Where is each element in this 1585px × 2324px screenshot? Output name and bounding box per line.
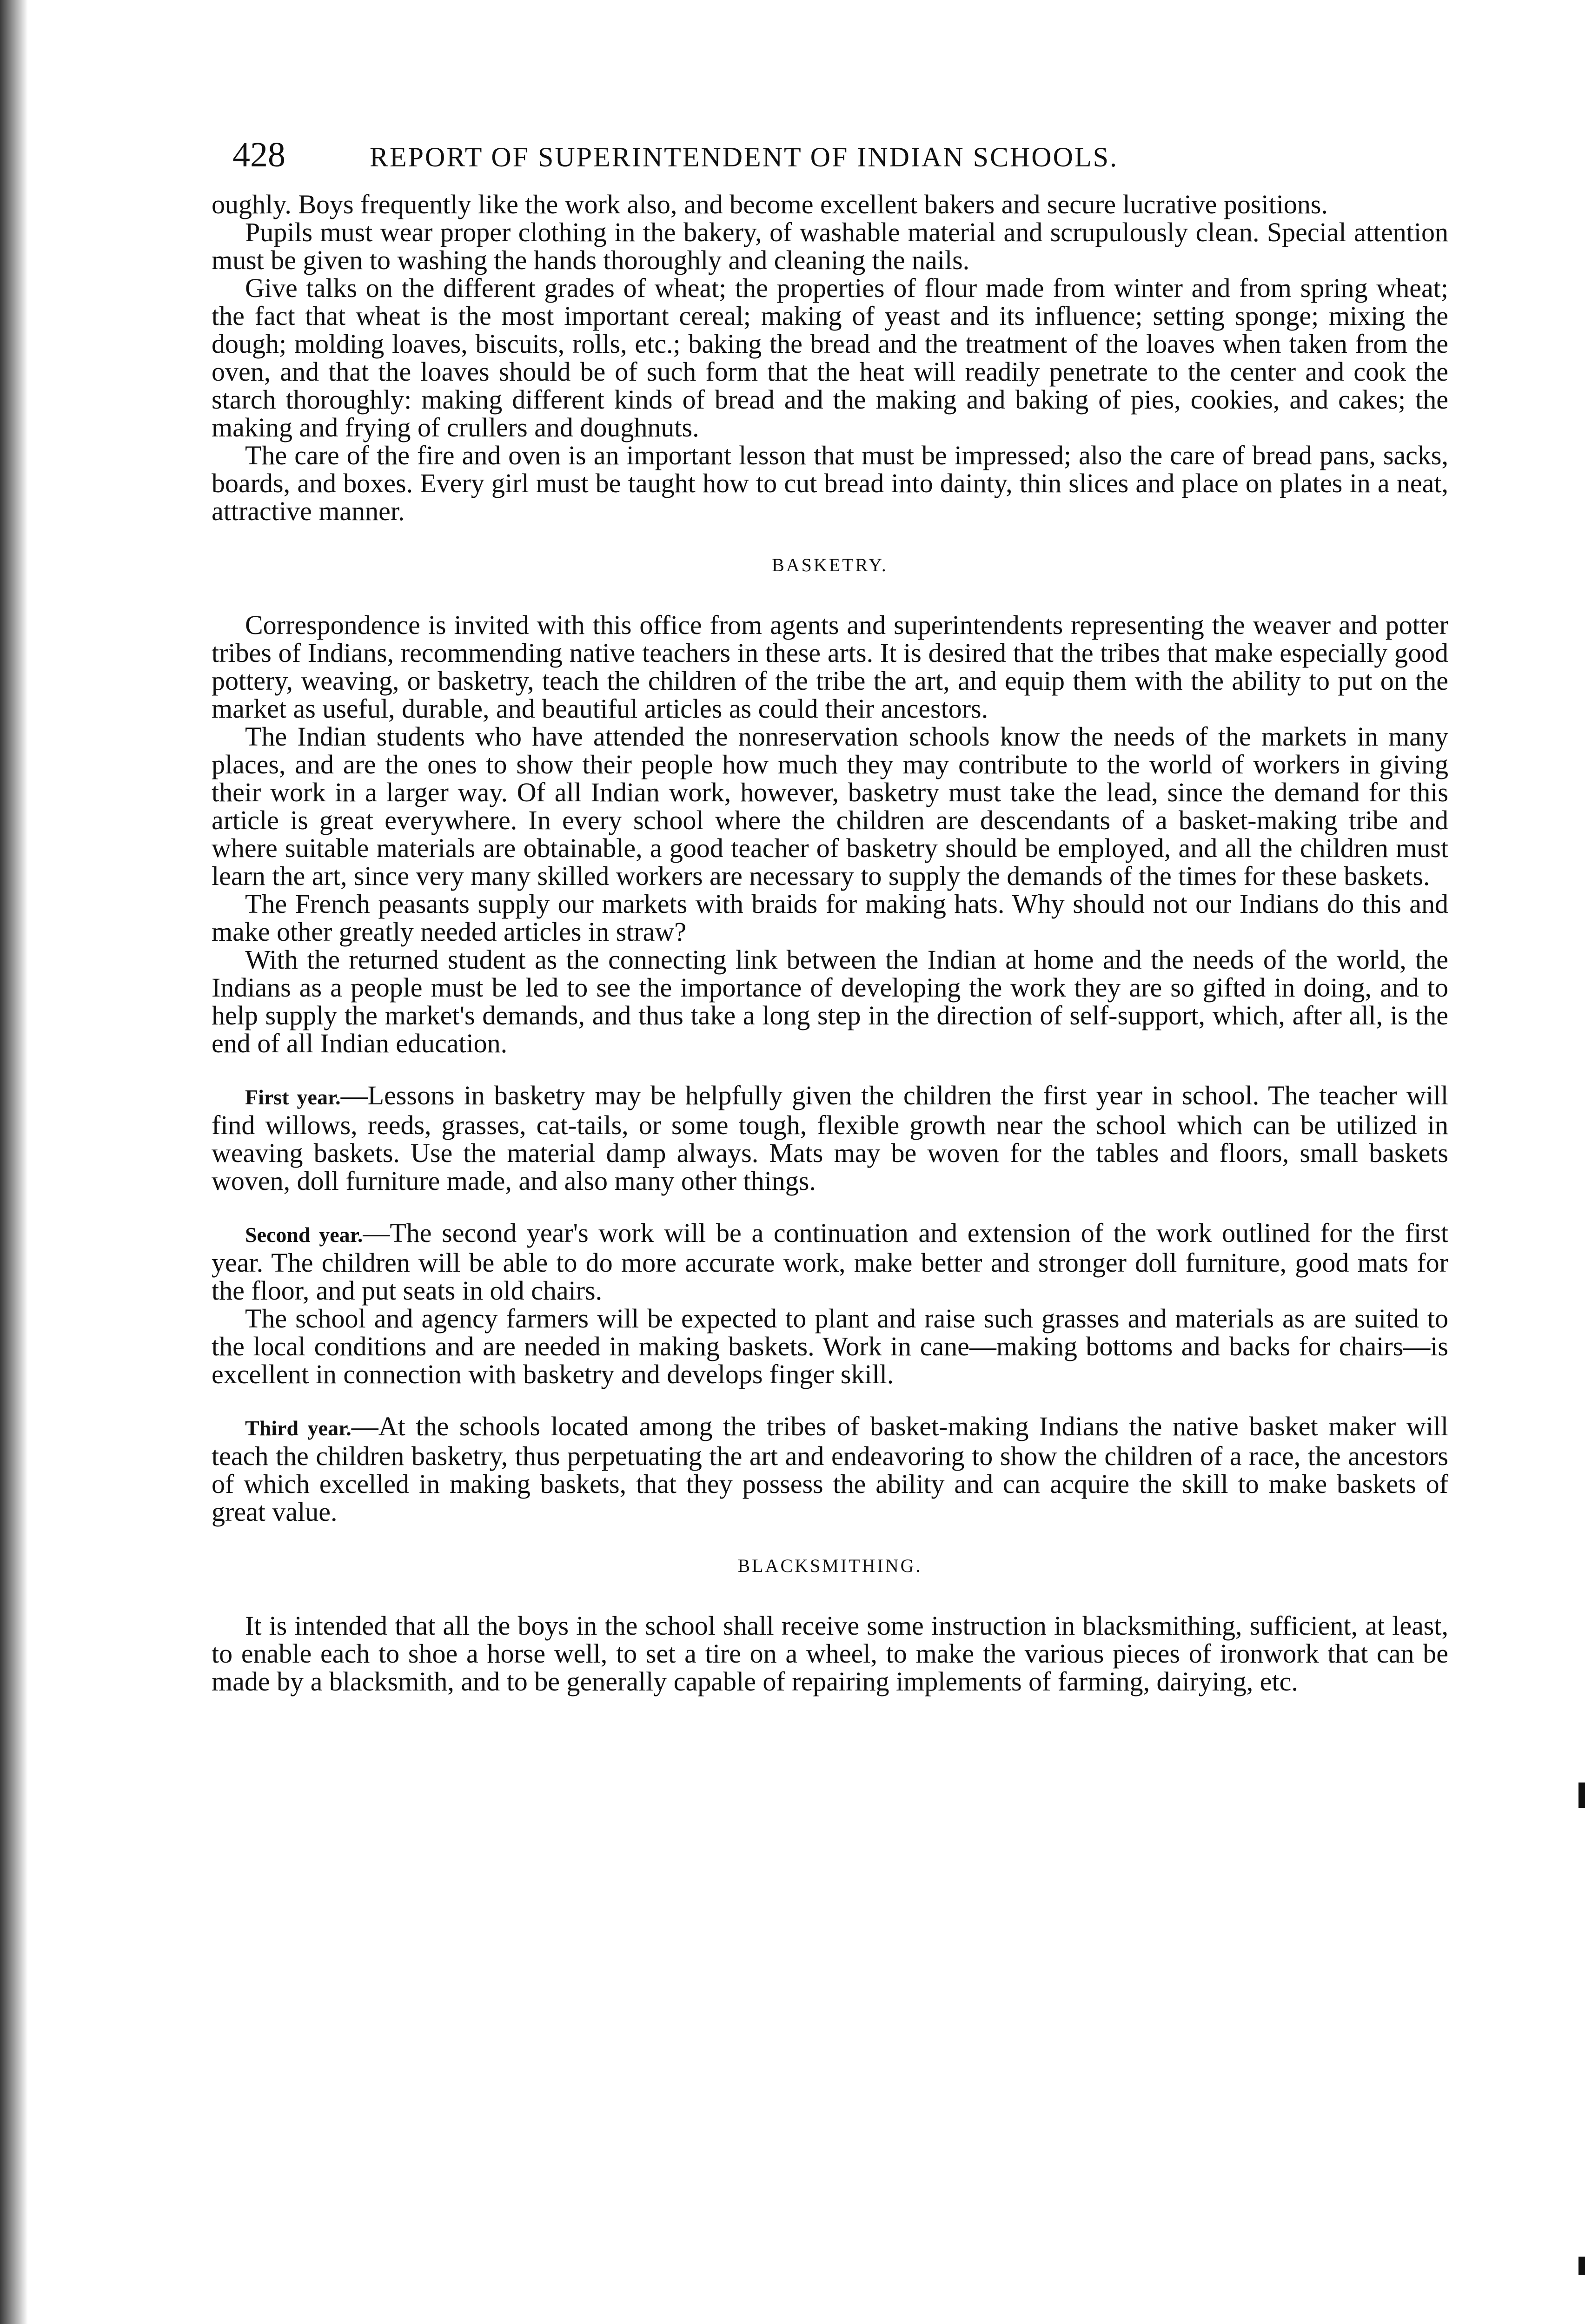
blacksmithing-paragraph-1: It is intended that all the boys in the school shall receive some instruction in blacksmithing, sufficient, at least, to enable each to shoe a horse well, to set a tire on a wheel, to make the various pieces of ironwork that can be made by a blacksmith, and to be generally capable of repairing implements of farming, dairying, etc. <box>212 1611 1448 1697</box>
scan-mark <box>1578 2257 1585 2275</box>
bakery-paragraph-4: The care of the fire and oven is an important lesson that must be impressed; also the care of bread pans, sacks, boards, and boxes. Every girl must be taught how to cut bread into dainty, thin slices and place on plates in a neat, attractive manner. <box>212 440 1448 526</box>
basketry-paragraph-5: The school and agency farmers will be expected to plant and raise such grasses and materials as are suited to the local conditions and are needed in making baskets. Work in cane—making bottoms and backs for chairs—is excellent in connection with basketry and develops finger skill. <box>212 1303 1448 1389</box>
bakery-paragraph-2: Pupils must wear proper clothing in the bakery, of washable material and scrupulously clean. Special attention must be given to washing the hands thoroughly and cleaning the nails. <box>212 217 1448 275</box>
basketry-paragraph-3: The French peasants supply our markets with braids for making hats. Why should not our Indians do this and make other greatly needed articles in straw? <box>212 889 1448 947</box>
second-year-label: Second year. <box>245 1223 363 1247</box>
basketry-paragraph-4: With the returned student as the connecting link between the Indian at home and the needs of the world, the Indians as a people must be led to see the importance of developing the work they are so gifted in doing, and to help supply the market's demands, and thus take a long step in the direction of self-support, which, after all, is the end of all Indian education. <box>212 944 1448 1058</box>
second-year-paragraph <box>212 1219 1448 1305</box>
basketry-heading: BASKETRY. <box>772 555 888 575</box>
second-year-text: —The second year's work will be a continuation and extension of the work outlined for the first year. The children will be able to do more accurate work, make better and stronger doll furniture, good mats for the floor, and put seats in old chairs. <box>212 1218 1448 1306</box>
basketry-paragraph-1: Correspondence is invited with this office from agents and superintendents representing the weaver and potter tribes of Indians, recommending native teachers in these arts. It is desired that the tribes that make especially good pottery, weaving, or basketry, teach the children of the tribe the art, and equip them with the ability to put on the market as useful, durable, and beautiful articles as could their ancestors. <box>212 610 1448 724</box>
third-year-text: —At the schools located among the tribes of basket-making Indians the native basket maker will teach the children basketry, thus perpetuating the art and endeavoring to show the children of a race, the ancestors of which excelled in making baskets, that they possess the ability and can acquire the skill to make baskets of great value. <box>212 1411 1448 1527</box>
scan-mark <box>1578 1783 1585 1808</box>
third-year-label: Third year. <box>245 1416 351 1440</box>
first-year-paragraph <box>212 1082 1448 1195</box>
scan-edge-left <box>0 0 28 2324</box>
running-head <box>212 135 1448 191</box>
running-title: REPORT OF SUPERINTENDENT OF INDIAN SCHOOLS. <box>370 142 1118 172</box>
bakery-paragraph-1: oughly. Boys frequently like the work also, and become excellent bakers and secure lucrative positions. <box>212 189 1328 219</box>
third-year-paragraph <box>212 1413 1448 1526</box>
bakery-paragraph-3: Give talks on the different grades of wheat; the properties of flour made from winter and from spring wheat; the fact that wheat is the most important cereal; making of yeast and its influence; setting sponge; mixing the dough; molding loaves, biscuits, rolls, etc.; baking the bread and the treatment of the loaves when taken from the oven, and that the loaves should be of such form that the heat will readily penetrate to the center and cook the starch thoroughly: making different kinds of bread and the making and baking of pies, cookies, and cakes; the making and frying of crullers and doughnuts. <box>212 273 1448 442</box>
page-number: 428 <box>232 135 285 174</box>
page <box>212 135 1448 2324</box>
first-year-label: First year. <box>245 1085 341 1109</box>
first-year-text: —Lessons in basketry may be helpfully given the children the first year in school. The teacher will find willows, reeds, grasses, cat-tails, or some tough, flexible growth near the school which can be utilized in weaving baskets. Use the material damp always. Mats may be woven for the tables and floors, small baskets woven, doll furniture made, and also many other things. <box>212 1080 1448 1196</box>
blacksmithing-heading: BLACKSMITHING. <box>737 1555 922 1576</box>
basketry-paragraph-2: The Indian students who have attended the nonreservation schools know the needs of the markets in many places, and are the ones to show their people how much they may contribute to the world of workers in giving their work in a larger way. Of all Indian work, however, basketry must take the lead, since the demand for this article is great everywhere. In every school where the children are descendants of a basket-making tribe and where suitable materials are obtainable, a good teacher of basketry should be employed, and all the children must learn the art, since very many skilled workers are necessary to supply the demands of the times for these baskets. <box>212 721 1448 891</box>
